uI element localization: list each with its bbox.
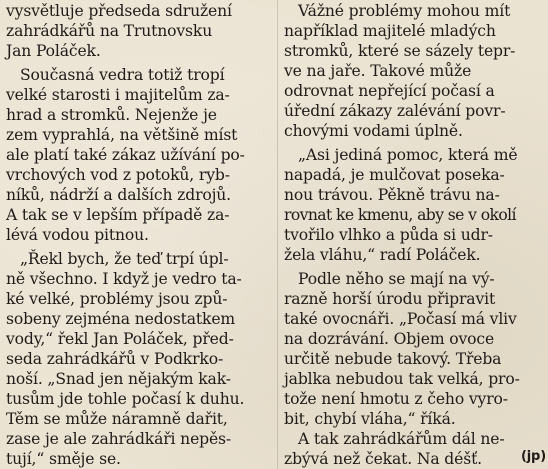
- text-line: razně horší úrodu připravit: [284, 290, 496, 308]
- text-line: napadá, je mulčovat poseka-: [284, 166, 505, 184]
- text-line: rovnat ke kmenu, aby se v okolí: [284, 206, 516, 224]
- text-line: Těm se může náramně dařit,: [6, 410, 228, 428]
- text-line: hrad a stromků. Nejenže je: [6, 106, 217, 124]
- text-line: ve na jaře. Takové může: [284, 62, 472, 80]
- text-line: také ovocnáři. „Počasí má vliv: [284, 310, 517, 328]
- text-line: žela vláhu,“ radí Poláček.: [284, 246, 481, 264]
- text-line: „Asi jediná pomoc, která mě: [298, 146, 518, 164]
- text-line: zahrádkářů na Trutnovsku: [6, 22, 213, 40]
- text-line: „Řekl bych, že teď trpí úpl-: [20, 250, 229, 268]
- text-line: určitě nebude takový. Třeba: [284, 350, 502, 368]
- text-line: tože není hmotu z čeho vyro-: [284, 390, 508, 408]
- text-line: na dozrávání. Objem ovoce: [284, 330, 495, 348]
- text-line: níků, nádrží a dalších zdrojů.: [6, 186, 231, 204]
- text-line: vody,“ řekl Jan Poláček, před-: [6, 330, 234, 348]
- text-line: seda zahrádkářů v Podkrko-: [6, 350, 224, 368]
- text-line: zbývá než čekat. Na déšť.: [284, 450, 482, 468]
- text-line: nou trávou. Pěkně trávu na-: [284, 186, 500, 204]
- text-line: Jan Poláček.: [6, 42, 101, 60]
- text-line: například majitelé mladých: [284, 22, 496, 40]
- text-line: zase je ale zahrádkáři nepěs-: [6, 430, 232, 448]
- text-line: ale platí také zákaz užívání po-: [6, 146, 245, 164]
- text-line: A tak se v lepším případě za-: [6, 206, 230, 224]
- column-divider: [277, 0, 278, 469]
- text-line: Současná vedra totiž tropí: [20, 66, 225, 84]
- text-line: A tak zahrádkářům dál ne-: [298, 430, 505, 448]
- text-line: Podle něho se mají na vý-: [298, 270, 495, 288]
- text-line: jablka nebudou tak velká, pro-: [284, 370, 520, 388]
- text-line: ně všechno. I když je vedro ta-: [6, 270, 242, 288]
- text-line: tusům jde tohle počasí k duhu.: [6, 390, 245, 408]
- text-line: sobeny zejména nedostatkem: [6, 310, 236, 328]
- text-line: velké starosti i majitelům za-: [6, 86, 230, 104]
- text-line: noší. „Snad jen nějakým kak-: [6, 370, 231, 388]
- text-line: zem vyprahlá, na většině míst: [6, 126, 238, 144]
- text-line: vrchových vod z potoků, ryb-: [6, 166, 230, 184]
- text-line: ké velké, problémy jsou způ-: [6, 290, 228, 308]
- text-line: Vážné problémy mohou mít: [298, 2, 511, 20]
- text-line: úřední zákazy zalévání povr-: [284, 102, 506, 120]
- text-line: lévá vodou pitnou.: [6, 226, 149, 244]
- author-signature: (jp): [520, 449, 546, 464]
- text-line: stromků, které se sázely tepr-: [284, 42, 516, 60]
- text-line: tvořilo vlhko a půda si udr-: [284, 226, 493, 244]
- text-line: bit, chybí vláha,“ říká.: [284, 410, 456, 428]
- text-line: chovými vodami úplně.: [284, 122, 463, 140]
- text-line: vysvětluje předseda sdružení: [6, 2, 232, 20]
- text-line: odrovnat nepřející počasí a: [284, 82, 495, 100]
- text-line: tují,“ směje se.: [6, 450, 121, 468]
